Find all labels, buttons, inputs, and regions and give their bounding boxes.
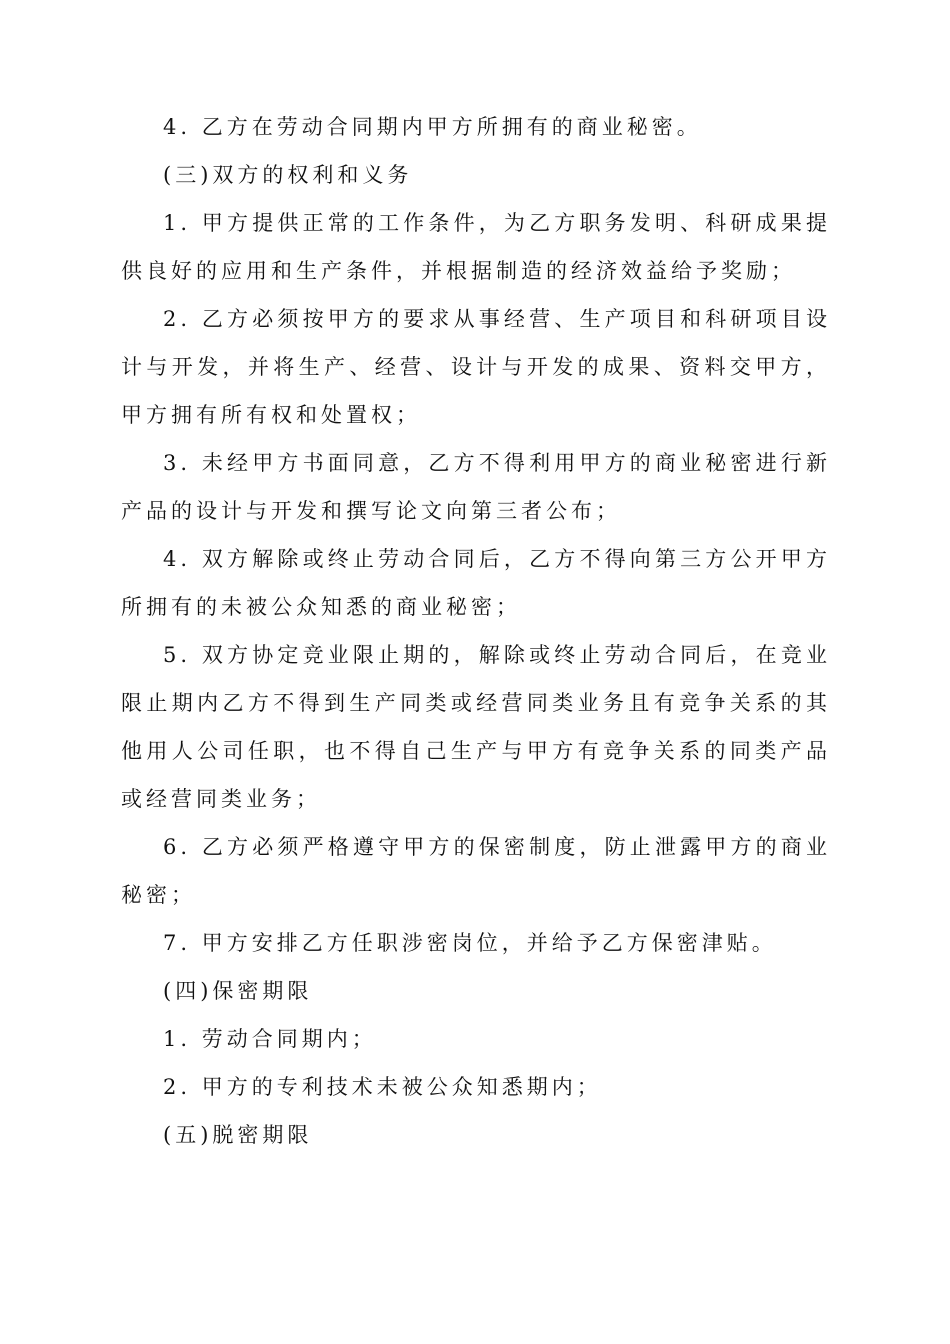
section-heading-rights-obligations: (三)双方的权利和义务 [163,163,413,187]
paragraph-period-item-2: 2. 甲方的专利技术未被公众知悉期内； [163,1075,602,1099]
paragraph-item-6-confidentiality-rules: 6. 乙方必须严格遵守甲方的保密制度，防止泄露甲方的商业秘密； [121,835,831,907]
paragraph-item-2-project-design: 2. 乙方必须按甲方的要求从事经营、生产项目和科研项目设计与开发，并将生产、经营、设计与开发的成果、资料交甲方，甲方拥有所有权和处置权； [121,307,831,427]
section-heading-confidentiality-period: (四)保密期限 [163,979,313,1003]
document-body [121,103,831,1159]
paragraph-item-7-confidential-post: 7. 甲方安排乙方任职涉密岗位，并给予乙方保密津贴。 [163,931,777,955]
paragraph-period-item-1: 1. 劳动合同期内； [163,1027,377,1051]
paragraph-item-5-non-compete: 5. 双方协定竞业限止期的，解除或终止劳动合同后，在竞业限止期内乙方不得到生产同类或经营同类业务且有竞争关系的其他用人公司任职，也不得自己生产与甲方有竞争关系的同类产品或经营同类业务； [121,643,831,811]
paragraph-item-3-written-consent: 3. 未经甲方书面同意，乙方不得利用甲方的商业秘密进行新产品的设计与开发和撰写论文向第三者公布； [121,451,831,523]
section-heading-declassification-period: (五)脱密期限 [163,1123,313,1147]
paragraph-item-4-trade-secret: 4. 乙方在劳动合同期内甲方所拥有的商业秘密。 [163,115,702,139]
paragraph-item-4-termination-secrecy: 4. 双方解除或终止劳动合同后，乙方不得向第三方公开甲方所拥有的未被公众知悉的商业秘密； [121,547,831,619]
paragraph-item-1-work-conditions: 1. 甲方提供正常的工作条件，为乙方职务发明、科研成果提供良好的应用和生产条件，并根据制造的经济效益给予奖励； [121,211,831,283]
